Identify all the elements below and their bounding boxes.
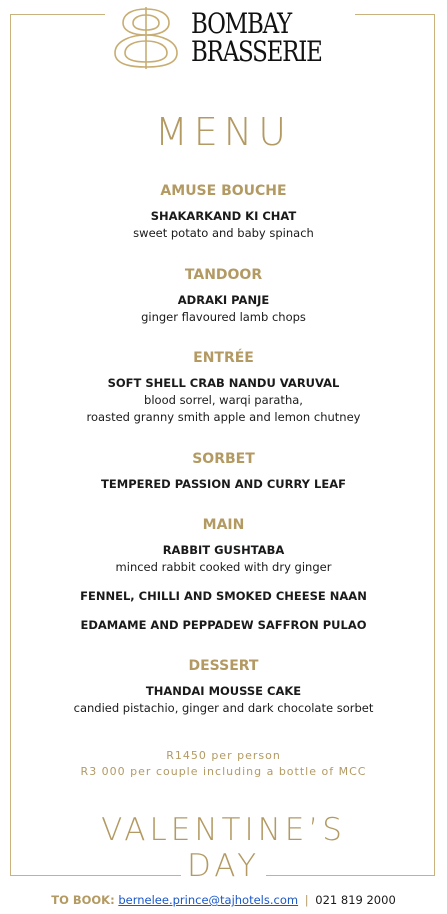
section-title: MAIN: [202, 517, 245, 533]
dish-name: FENNEL, CHILLI AND SMOKED CHEESE NAAN: [80, 589, 367, 603]
brand-line-1: BOMBAY: [191, 7, 291, 40]
brasserie-monogram-icon: [109, 5, 183, 71]
booking-separator: |: [304, 893, 309, 907]
section-entree: [0, 349, 447, 426]
booking-info: [0, 893, 447, 907]
price-per-couple: R3 000 per couple including a bottle of MCC: [80, 765, 367, 778]
brand-logo: [105, 2, 355, 74]
occasion-line-2: DAY: [181, 848, 266, 884]
section-title: ENTRÉE: [193, 350, 254, 366]
section-title: SORBET: [192, 451, 255, 467]
brand-line-2: BRASSERIE: [191, 35, 322, 68]
price-per-person: R1450 per person: [166, 749, 281, 762]
brand-wordmark: [191, 7, 322, 68]
dish-name: SOFT SHELL CRAB NANDU VARUVAL: [107, 376, 340, 390]
dish-name: TEMPERED PASSION AND CURRY LEAF: [101, 477, 346, 491]
dish-name: EDAMAME AND PEPPADEW SAFFRON PULAO: [80, 618, 367, 632]
occasion-line-1: VALENTINE’S: [95, 812, 352, 848]
section-tandoor: [0, 266, 447, 326]
section-title: TANDOOR: [184, 267, 263, 283]
dish-description: sweet potato and baby spinach: [133, 226, 314, 240]
section-sorbet: [0, 450, 447, 493]
dish-description: ginger flavoured lamb chops: [141, 310, 306, 324]
dish-name: SHAKARKAND KI CHAT: [150, 209, 297, 223]
section-amuse-bouche: [0, 182, 447, 242]
occasion-title: [0, 812, 447, 884]
booking-phone: 021 819 2000: [315, 893, 396, 907]
section-dessert: [0, 657, 447, 717]
section-main: [0, 516, 447, 634]
dish-name: ADRAKI PANJE: [177, 293, 270, 307]
booking-email-link[interactable]: bernelee.prince@tajhotels.com: [118, 893, 299, 907]
dish-description: roasted granny smith apple and lemon chutney: [86, 410, 361, 424]
dish-name: THANDAI MOUSSE CAKE: [145, 684, 302, 698]
dish-name: RABBIT GUSHTABA: [162, 543, 285, 557]
dish-description: candied pistachio, ginger and dark chocolate sorbet: [73, 701, 374, 715]
booking-label: TO BOOK:: [51, 893, 115, 907]
section-title: DESSERT: [188, 658, 259, 674]
dish-description: blood sorrel, warqi paratha,: [144, 393, 303, 407]
pricing: [0, 748, 447, 780]
menu-title: MENU: [154, 110, 293, 154]
dish-description: minced rabbit cooked with dry ginger: [115, 560, 332, 574]
section-title: AMUSE BOUCHE: [160, 183, 287, 199]
